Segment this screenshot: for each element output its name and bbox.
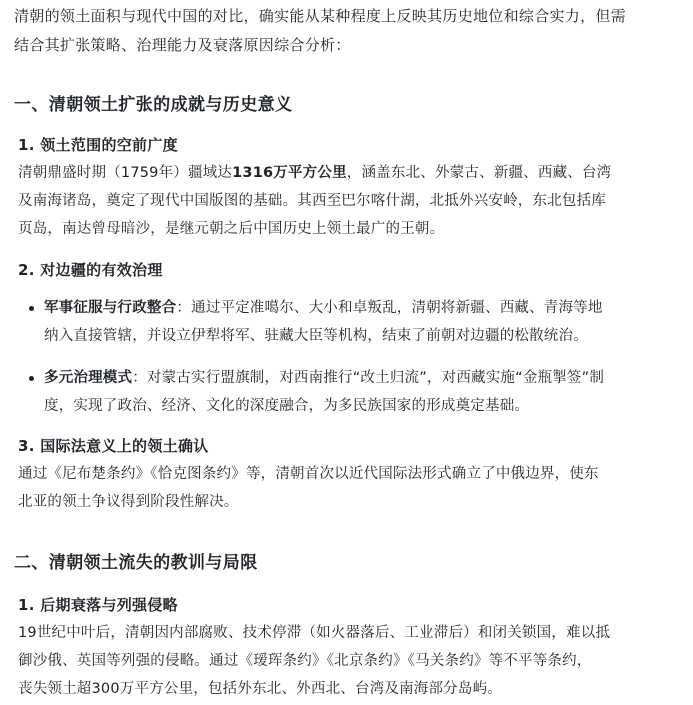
section-1-sub-1-line-2: 及南海诸岛，奠定了现代中国版图的基础。其西至巴尔喀什湖，北抵外兴安岭，东北包括库 xyxy=(18,193,606,209)
section-2-sub-1-heading: 1. 后期衰落与列强侵略 xyxy=(18,596,178,614)
intro-line-2: 结合其扩张策略、治理能力及衰落原因综合分析： xyxy=(14,36,351,54)
bullet-2-line-1 xyxy=(44,366,604,390)
intro-line-1: 清朝的领土面积与现代中国的对比，确实能从某种程度上反映其历史地位和综合实力，但需 xyxy=(14,7,627,25)
bullet-1-line-2: 纳入直接管辖，并设立伊犁将军、驻藏大臣等机构，结束了前朝对边疆的松散统治。 xyxy=(44,328,588,344)
text-span: ，涵盖东北、外蒙古、新疆、西藏、台湾 xyxy=(346,165,612,181)
section-2-sub-1-line-1: 19世纪中叶后，清朝因内部腐败、技术停滞（如火器落后、工业滞后）和闭关锁国，难以抵 xyxy=(18,625,611,641)
area-highlight: 1316万平方公里 xyxy=(232,165,347,181)
bullet-dot xyxy=(29,376,34,381)
section-1-sub-3-line-2: 北亚的领土争议得到阶段性解决。 xyxy=(18,494,239,510)
section-1-sub-2-heading: 2. 对边疆的有效治理 xyxy=(18,261,163,279)
bullet-1-title: 军事征服与行政整合 xyxy=(44,300,177,316)
section-1-sub-3-heading: 3. 国际法意义上的领土确认 xyxy=(18,437,209,455)
section-1-sub-1-line-3: 页岛，南达曾母暗沙，是继元朝之后中国历史上领土最广的王朝。 xyxy=(18,221,445,237)
section-2-heading: 二、清朝领土流失的教训与局限 xyxy=(14,553,258,573)
section-1-sub-1-line-1 xyxy=(18,161,611,185)
section-2-sub-1-line-3: 丧失领土超300万平方公里，包括外东北、外西北、台湾及南海部分岛屿。 xyxy=(18,681,502,697)
section-2-sub-1-line-2: 御沙俄、英国等列强的侵略。通过《瑷珲条约》《北京条约》《马关条约》等不平等条约， xyxy=(18,653,592,669)
bullet-1-line-1 xyxy=(44,296,603,320)
text-span: ：对蒙古实行盟旗制，对西南推行“改土归流”，对西藏实施“金瓶掣签”制 xyxy=(132,370,605,386)
section-1-sub-3-line-1: 通过《尼布楚条约》《恰克图条约》等，清朝首次以近代国际法形式确立了中俄边界，使东 xyxy=(18,466,599,482)
section-1-sub-1-heading: 1. 领土范围的空前广度 xyxy=(18,136,178,154)
bullet-2-line-2: 度，实现了政治、经济、文化的深度融合，为多民族国家的形成奠定基础。 xyxy=(44,398,530,414)
text-span: 清朝鼎盛时期（1759年）疆域达 xyxy=(18,165,233,181)
bullet-2-title: 多元治理模式 xyxy=(44,370,133,386)
bullet-dot xyxy=(29,306,34,311)
section-1-heading: 一、清朝领土扩张的成就与历史意义 xyxy=(14,95,293,115)
text-span: ：通过平定准噶尔、大小和卓叛乱，清朝将新疆、西藏、青海等地 xyxy=(176,300,603,316)
